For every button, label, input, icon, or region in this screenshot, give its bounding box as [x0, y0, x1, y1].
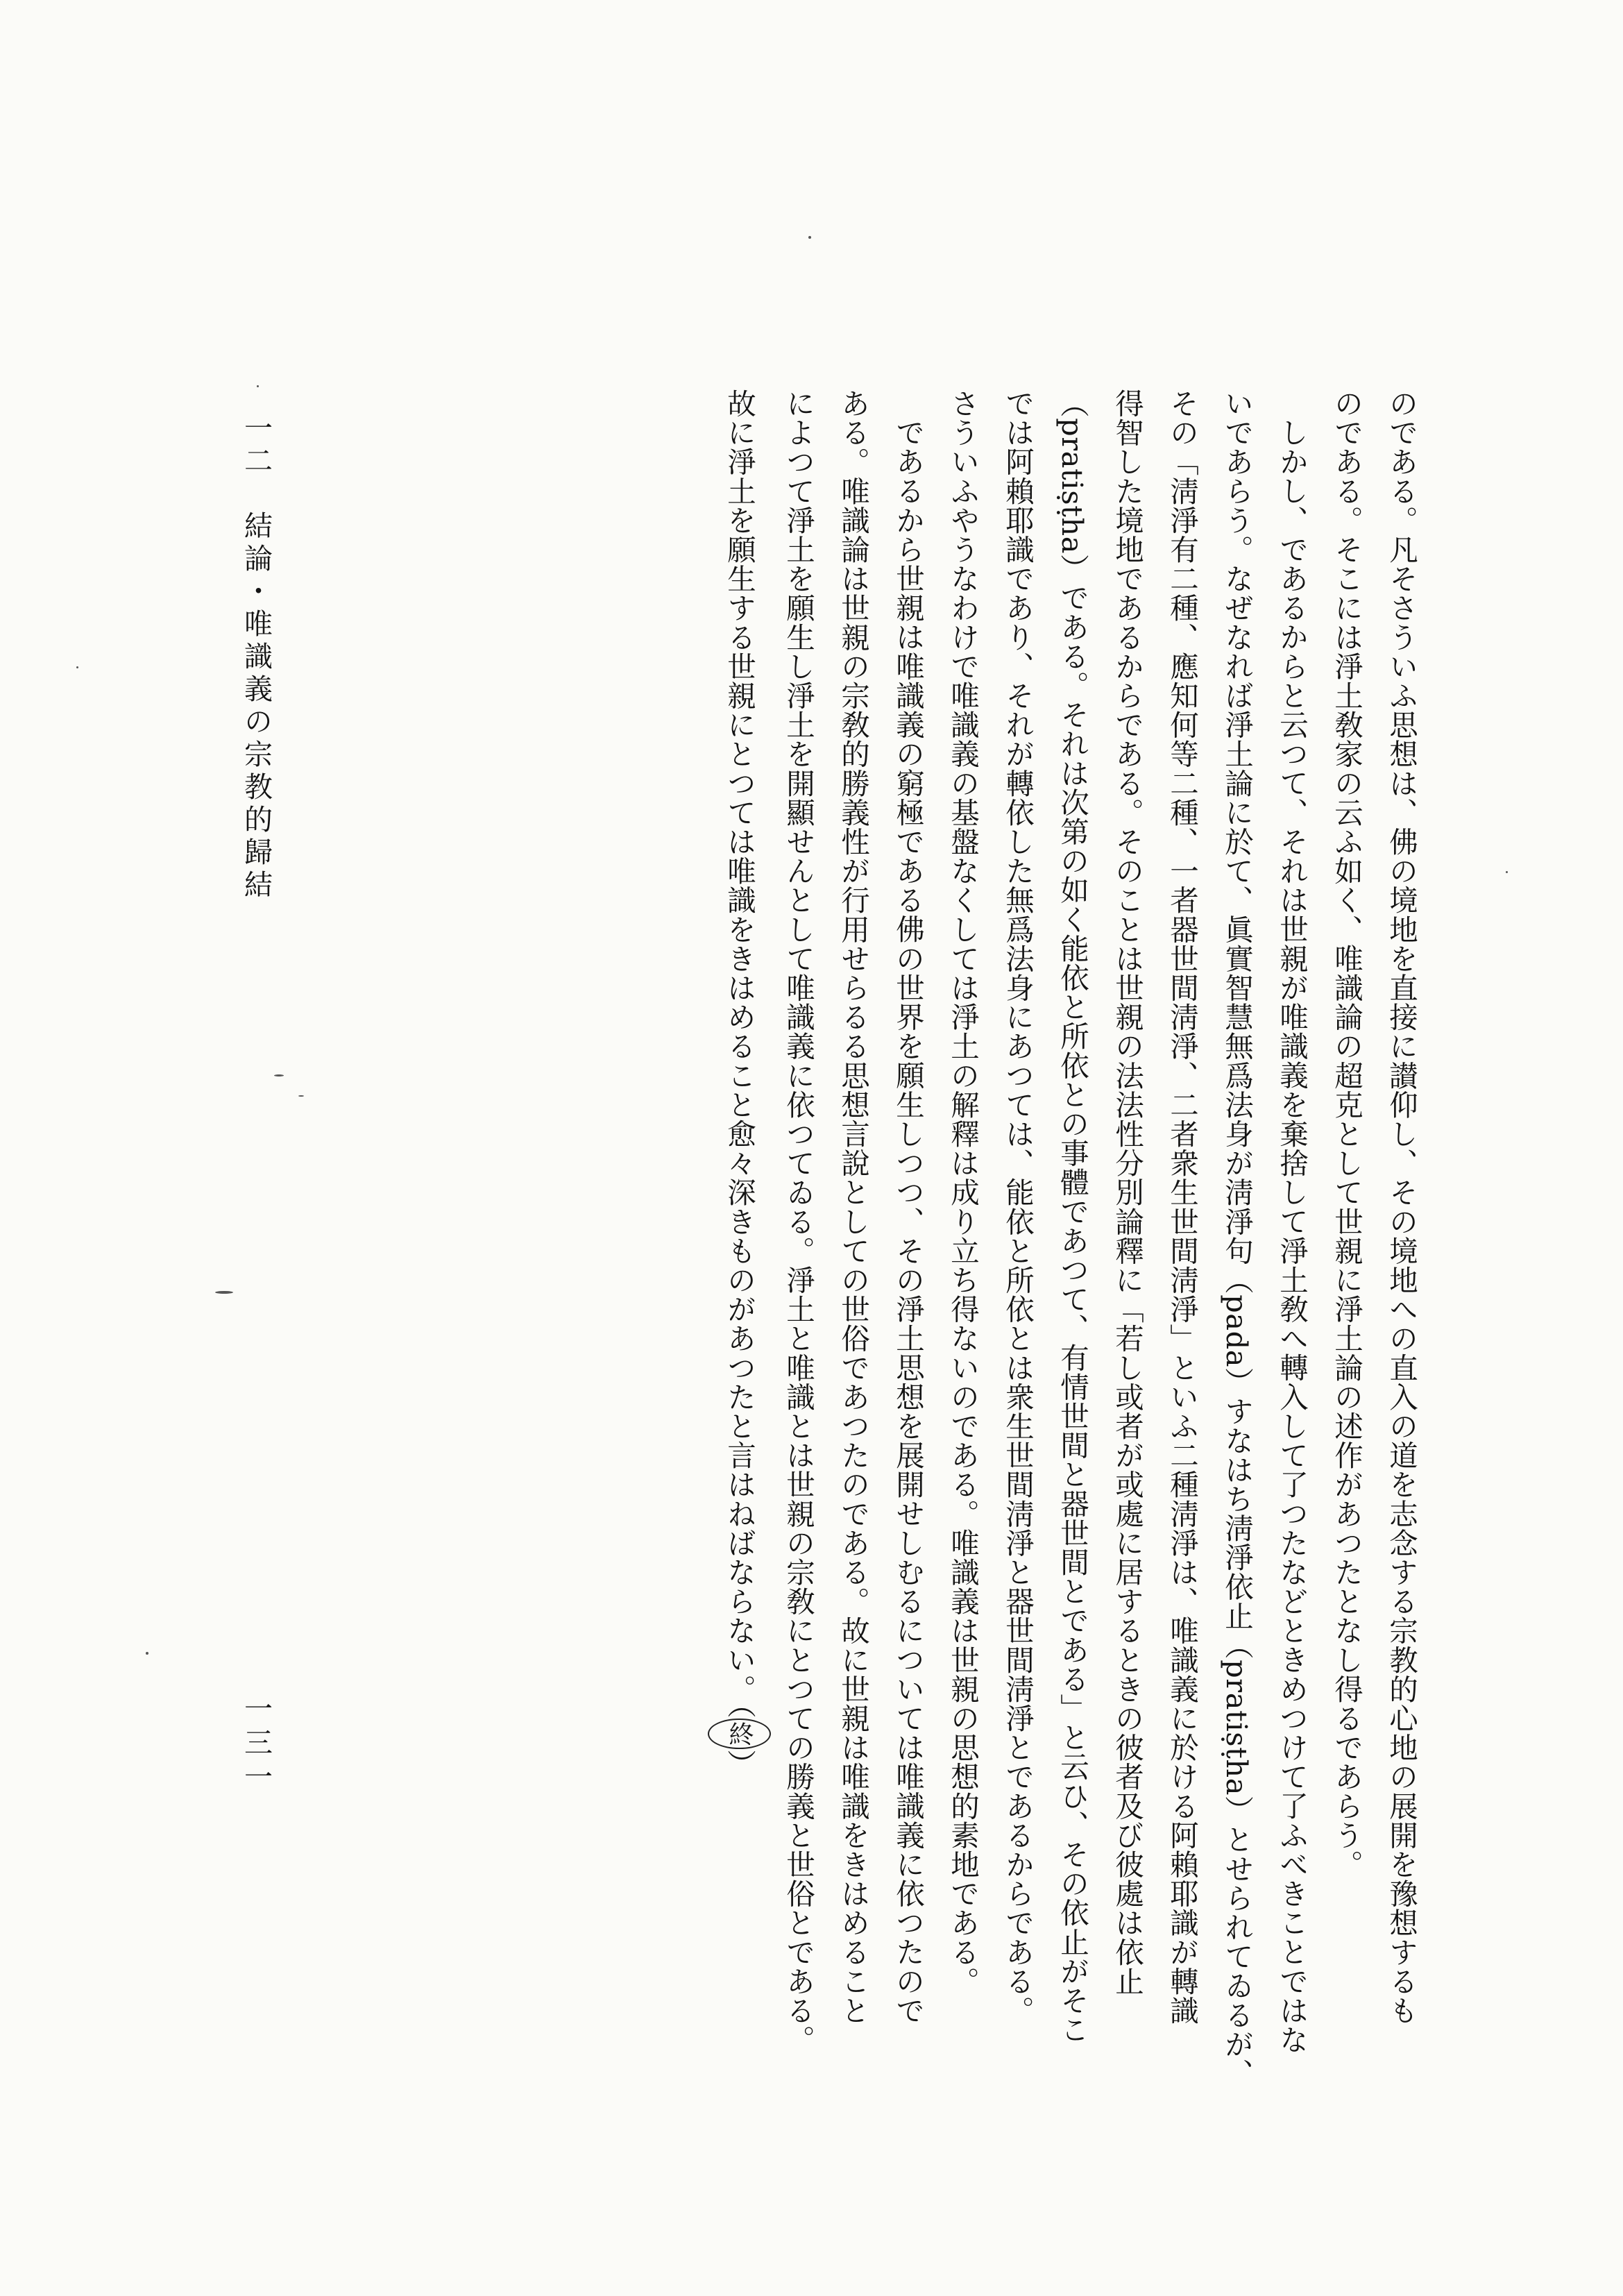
text-line: 故に淨土を願生する世親にとつては唯識をきはめること愈々深きものがあつたと言はねばならない。（終） — [708, 389, 771, 1957]
scan-speck — [1506, 871, 1508, 873]
text-line: のである。凡そさういふ思想は、佛の境地を直接に讃仰し、その境地への直入の道を志念する宗教的心地の展開を豫想するも — [1384, 389, 1418, 2025]
scan-speck — [808, 236, 811, 239]
text-line: 得智した境地であるからである。そのことは世親の法法性分別論釋に「若し或者が或處に居するときの彼者及び彼處は依止 — [1110, 389, 1144, 1996]
scan-speck — [274, 1074, 284, 1077]
text-line: のである。そこには淨土敎家の云ふ如く、唯識論の超克として世親に淨土論の述作があつたとなし得るであらう。 — [1329, 389, 1363, 1880]
text-line: では阿賴耶識であり、それが轉依した無爲法身にあつては、能依と所依とは衆生世間淸淨と器世間淸淨とであるからである。 — [1001, 389, 1035, 2025]
text-line: によつて淨土を願生し淨土を開顯せんとして唯識義に依つてゐる。淨土と唯識とは世親の宗敎にとつての勝義と世俗とである。 — [781, 389, 815, 2054]
text-line: ある。唯識論は世親の宗敎的勝義性が行用せらるる思想言說としての世俗であつたのである。故に世親は唯識をきはめること — [836, 389, 870, 2025]
scan-speck — [215, 1291, 233, 1294]
scan-speck — [146, 1652, 148, 1655]
page-number: 一三一 — [239, 1694, 273, 1796]
text-line: さういふやうなわけで唯識義の基盤なくしては淨土の解釋は成り立ち得ないのである。唯識義は世親の思想的素地である。 — [946, 389, 980, 1996]
text-line-content: 故に淨土を願生する世親にとつては唯識をきはめること愈々深きものがあつたと言はねばならない。 — [722, 389, 756, 1704]
text-line: しかし、であるからと云つて、それは世親が唯識義を棄捨して淨土敎へ轉入して了つたなどときめつけて了ふべきことではな — [1275, 417, 1309, 2054]
text-line: いであらう。なぜなれば淨土論に於て、眞實智慧無爲法身が淸淨句（pada）すなはち淸淨依止（pratiṣṭha）とせられてゐるが、 — [1220, 389, 1254, 2088]
end-mark: 終 — [708, 1719, 771, 1750]
scan-speck — [298, 1095, 304, 1097]
text-line: であるから世親は唯識義の窮極である佛の世界を願生しつつ、その淨土思想を展開せしむるについては唯識義に依つたので — [891, 417, 925, 2025]
text-line: （pratiṣṭha）である。それは次第の如く能依と所依との事體であつて、有情世間と器世間とである」と云ひ、その依止がそこ — [1055, 389, 1089, 2045]
text-line: その「淸淨有二種、應知何等二種、一者器世間淸淨、二者衆生世間淸淨」といふ二種淸淨は、唯識義に於ける阿賴耶識が轉識 — [1165, 389, 1199, 2025]
body-text — [708, 389, 1429, 2088]
scan-speck — [76, 666, 78, 668]
scan-speck — [257, 385, 259, 387]
running-head: 一二 結論・唯識義の宗教的歸結 — [239, 413, 273, 902]
